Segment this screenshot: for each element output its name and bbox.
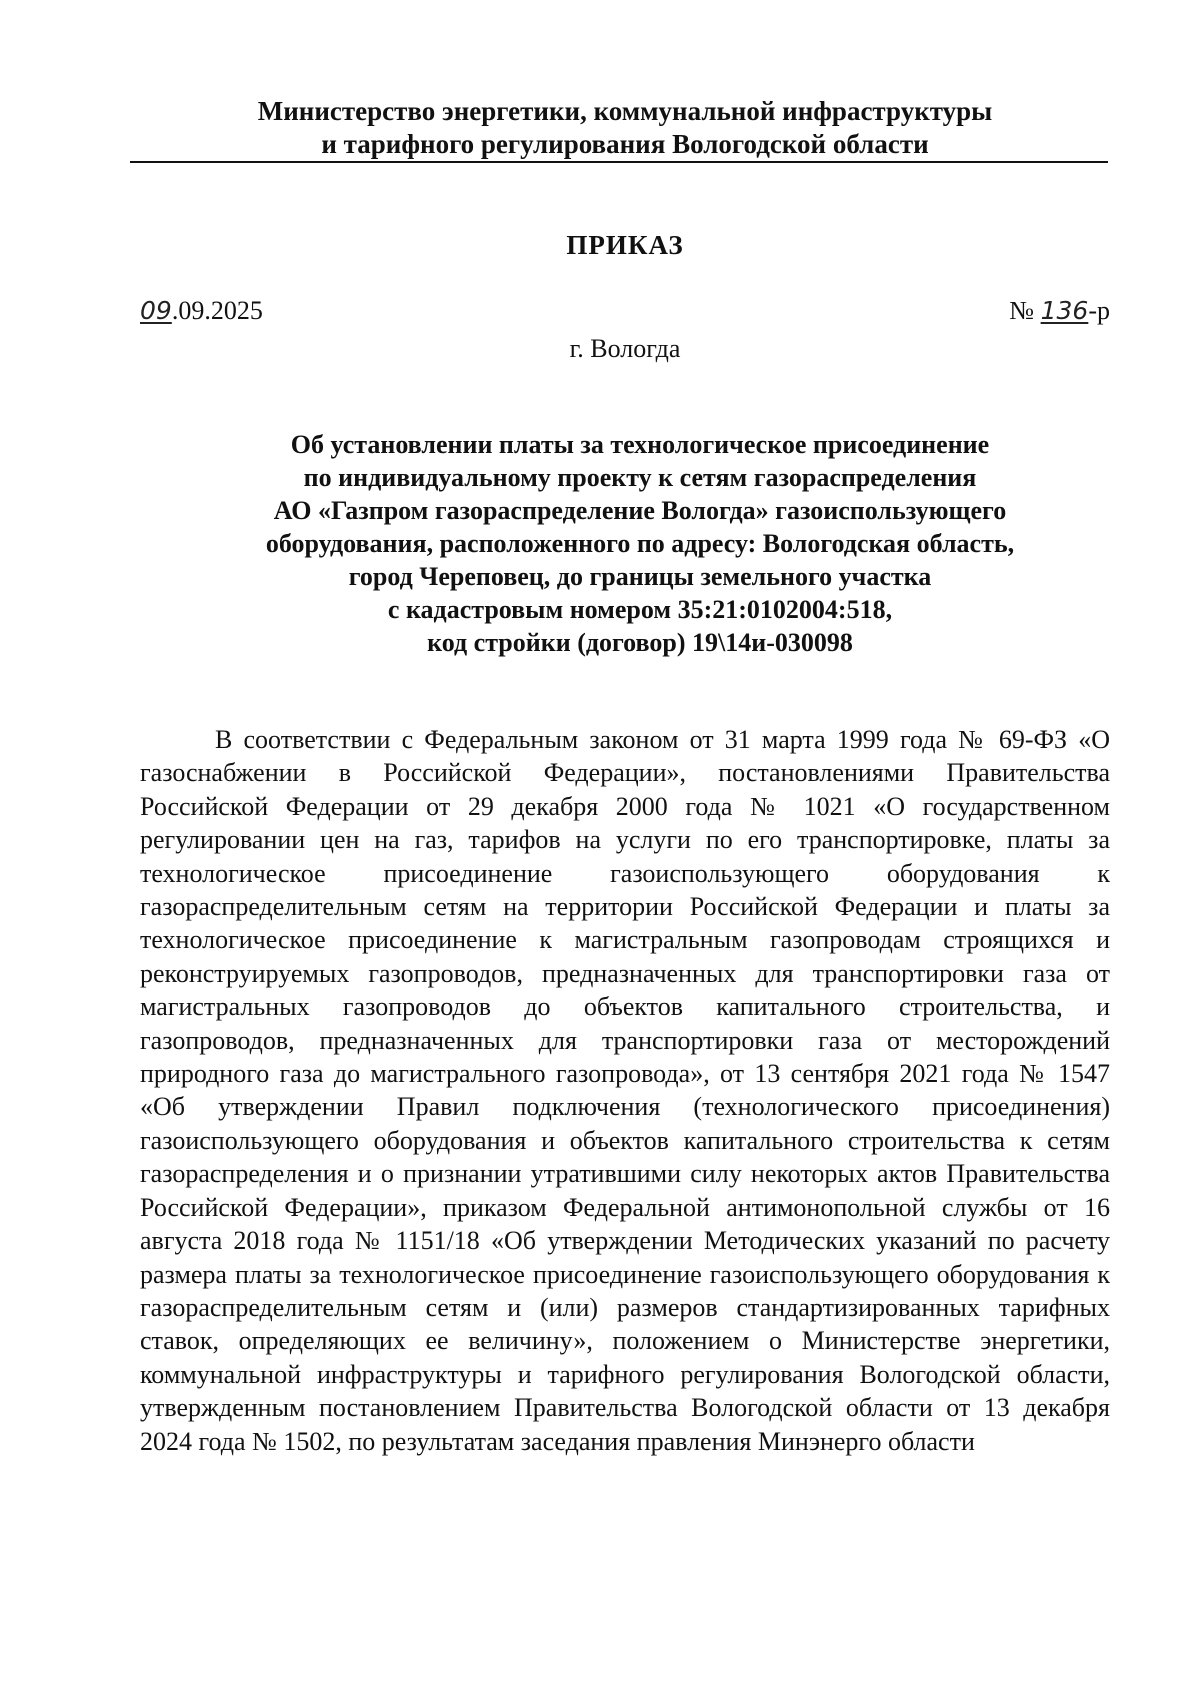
date-month-year: .09.2025 (171, 296, 263, 325)
document-title (190, 428, 1090, 659)
title-line: Об установлении платы за технологическое присоединение (290, 430, 990, 459)
number-prefix: № (1009, 296, 1041, 325)
title-line: оборудования, расположенного по адресу: Вологодская область, (265, 529, 1015, 558)
title-line: с кадастровым номером 35:21:0102004:518, (387, 595, 893, 624)
document-number (1009, 296, 1110, 326)
issuing-city: г. Вологда (569, 334, 681, 363)
handwritten-number: 136 (1040, 296, 1089, 325)
preamble-paragraph: В соответствии с Федеральным законом от 31 марта 1999 года № 69-ФЗ «О газоснабжении в Российской Федерации», постановлениями Правительства Российской Федерации от 29 декабря 2000 года № 1021 «О государственном регулировании цен на газ, тарифов на услуги по его транспортировке, платы за технологическое присоединение газоиспользующего оборудования к газораспределительным сетям на территории Российской Федерации и платы за технологическое присоединение к магистральным газопроводам строящихся и реконструируемых газопроводов, предназначенных для транспортировки газа от магистральных газопроводов до объектов капитального строительства, и газопроводов, предназначенных для транспортировки газа от месторождений природного газа до магистрального газопровода», от 13 сентября 2021 года № 1547 «Об утверждении Правил подключения (технологического присоединения) газоиспользующего оборудования и объектов капитального строительства к сетям газораспределения и о признании утратившими силу некоторых актов Правительства Российской Федерации», приказом Федеральной антимонопольной службы от 16 августа 2018 года № 1151/18 «Об утверждении Методических указаний по расчету размера платы за технологическое присоединение газоиспользующего оборудования к газораспределительным сетям и (или) размеров стандартизированных тарифных ставок, определяющих ее величину», положением о Министерстве энергетики, коммунальной инфраструктуры и тарифного регулирования Вологодской области, утвержденным постановлением Правительства Вологодской области от 13 декабря 2024 года № 1502, по результатам заседания правления Минэнерго области (140, 725, 1110, 1456)
issuing-authority-header (130, 95, 1120, 161)
handwritten-day: 09 (140, 296, 172, 325)
title-line: по индивидуальному проекту к сетям газораспределения (303, 463, 977, 492)
title-line: город Череповец, до границы земельного участка (348, 562, 932, 591)
header-underline (130, 161, 1108, 163)
title-line: АО «Газпром газораспределение Вологда» газоиспользующего (273, 496, 1007, 525)
number-suffix: -р (1088, 296, 1110, 325)
document-date (140, 296, 263, 326)
header-line-2: и тарифного регулирования Вологодской области (321, 129, 929, 159)
header-line-1: Министерство энергетики, коммунальной инфраструктуры (257, 96, 993, 126)
document-type-heading: ПРИКАЗ (566, 230, 684, 260)
title-line: код стройки (договор) 19\14и-030098 (427, 628, 853, 657)
